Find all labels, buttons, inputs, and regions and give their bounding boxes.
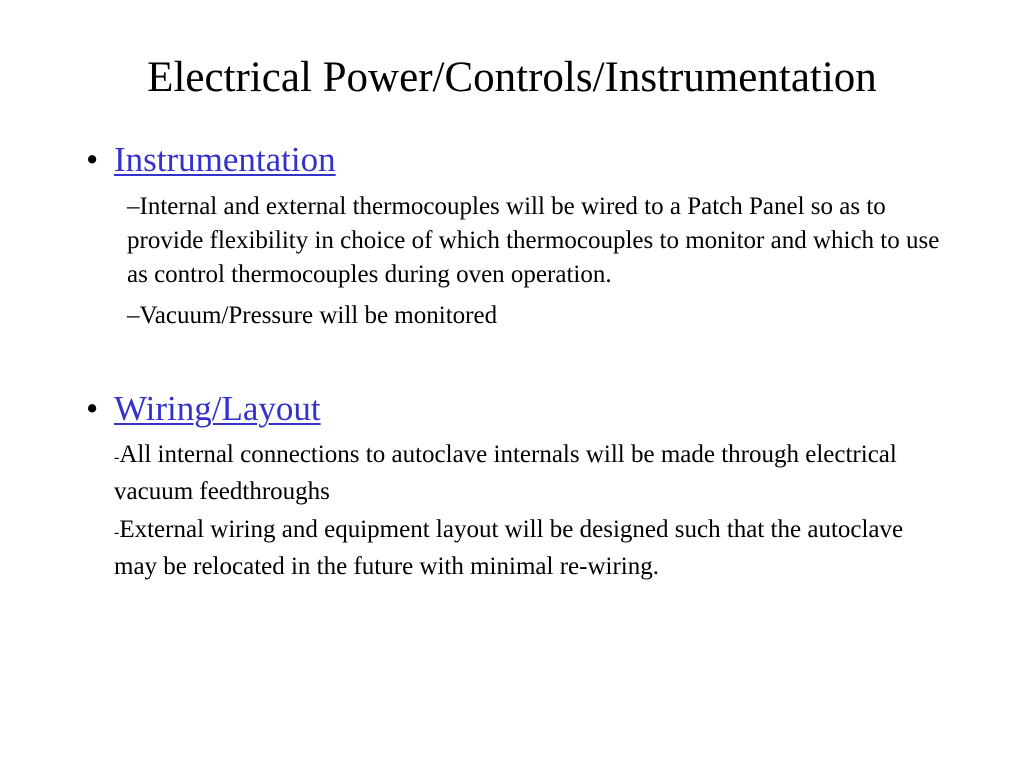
dash-glyph: - [114,524,120,541]
bullet-instrumentation [86,139,336,181]
dash-glyph: - [114,449,120,466]
sub-item-text: All internal connections to autoclave internals will be made through electrical vacuum feedthroughs [114,441,897,505]
sub-item-vacuum [127,299,947,333]
sub-item-text: Internal and external thermocouples will be wired to a Patch Panel so as to provide flexibility in choice of which thermocouples to monitor and which to use as control thermocouples during oven operation. [127,193,940,288]
dash-glyph: – [127,302,140,329]
sub-item-internal-connections [114,438,914,509]
bullet-dot: • [86,140,99,179]
dash-glyph: – [127,193,140,220]
bullet-wiring-layout [86,388,321,430]
bullet-dot: • [86,389,99,428]
sub-item-text: Vacuum/Pressure will be monitored [139,302,498,329]
slide-title: Electrical Power/Controls/Instrumentation [147,54,877,101]
sub-item-external-wiring [114,513,914,584]
link-wiring-layout[interactable]: Wiring/Layout [114,389,321,428]
sub-item-text: External wiring and equipment layout will be designed such that the autoclave may be relocated in the future with minimal re-wiring. [114,516,904,580]
link-instrumentation[interactable]: Instrumentation [114,140,336,179]
sub-item-thermocouples [127,190,947,292]
